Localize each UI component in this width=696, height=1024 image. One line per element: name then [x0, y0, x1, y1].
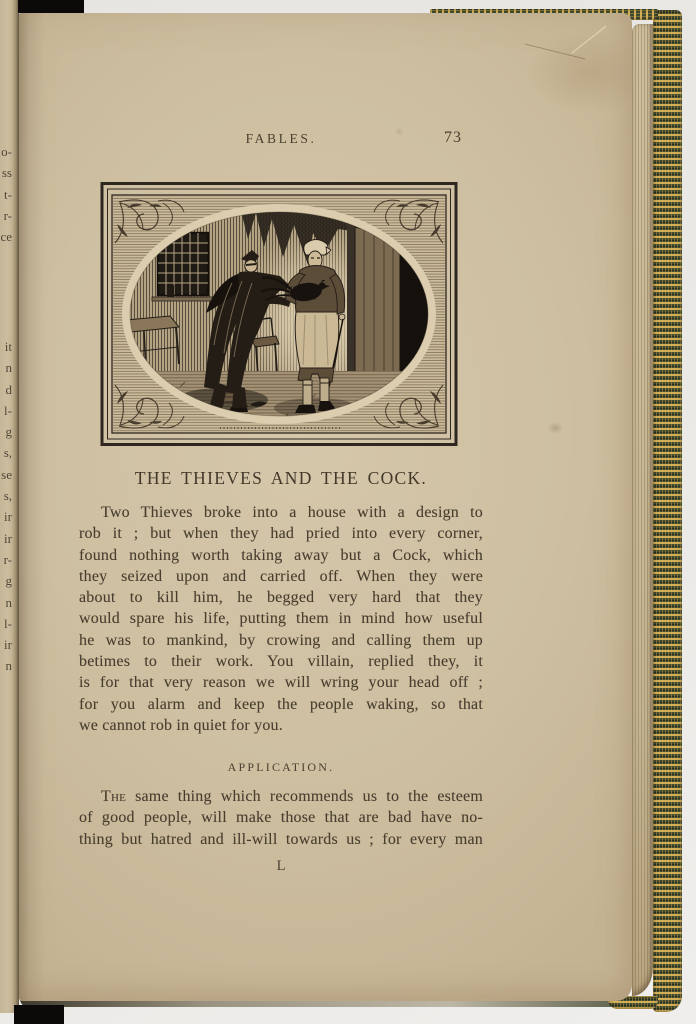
page-fragment: g: [5, 424, 12, 440]
body-line: of good people, will make those that are bad have no-: [79, 809, 483, 827]
page-fragment: l-: [4, 402, 12, 418]
body-line: we cannot rob in quiet for you.: [79, 716, 283, 734]
lead-word: The: [101, 788, 127, 805]
page-crease: [571, 26, 606, 54]
body-line: he was to mankind, by crowing and calling them up: [79, 631, 483, 649]
page-fragment: g: [5, 573, 12, 589]
body-line: about to kill him, he begged very hard that they: [79, 589, 483, 607]
left-page-text-fragments-lower: [0, 336, 14, 677]
page-fragment: d: [5, 381, 12, 397]
page-fragment: n: [5, 360, 12, 376]
page-fragment: ss: [1, 165, 12, 181]
line-rest: same thing which recommends us to the esteem: [126, 788, 483, 805]
book-page: [19, 13, 632, 1001]
page-fragment: se: [1, 466, 12, 482]
page-fragment: n: [5, 658, 12, 674]
page-fragment: r-: [3, 207, 12, 223]
fable-title: THE THIEVES AND THE COCK.: [134, 468, 428, 488]
black-tab-top-left: [18, 0, 84, 13]
page-fragment: t-: [4, 186, 12, 202]
running-title: FABLES.: [245, 131, 317, 146]
page-fragment: ir: [4, 530, 12, 546]
body-line: they seized upon and carried off. When they were: [79, 567, 483, 585]
cover-gilt-edge-right: [653, 10, 682, 1012]
body-line: would spare his life, putting them in mind how useful: [79, 610, 483, 628]
body-line: [79, 786, 483, 807]
page-fragment: r-: [3, 551, 12, 567]
left-page-text-fragments-upper: [0, 141, 14, 247]
thieves-and-cock-engraving: [100, 181, 458, 451]
application-lines: [79, 807, 483, 850]
page-fragment: s,: [3, 488, 12, 504]
fore-edge-page-stack: [632, 24, 653, 996]
signature-mark: L: [276, 858, 286, 874]
page-number: 73: [444, 129, 462, 146]
body-line: Two Thieves broke into a house with a design to: [101, 504, 483, 521]
fable-body: [79, 502, 483, 736]
body-line: found nothing worth taking away but a Cock, which: [79, 546, 483, 564]
page-fragment: it: [4, 339, 12, 354]
page-crease: [525, 44, 585, 60]
page-fragment: o-: [1, 144, 12, 159]
page-fragment: n: [5, 594, 12, 610]
body-line: for you alarm and keep the people waking, so that: [79, 695, 483, 713]
black-tab-bottom-left: [14, 1005, 64, 1024]
fable-plate: [100, 181, 458, 451]
application-heading: APPLICATION.: [227, 760, 335, 774]
left-page-edge: [0, 0, 19, 1013]
body-line: rob it ; but when they had pried into every corner,: [79, 525, 483, 543]
page-fragment: ce: [0, 229, 12, 245]
page-fragment: s,: [3, 445, 12, 461]
page-fragment: ir: [4, 509, 12, 525]
body-line: is for that very reason we will wring your head off ;: [79, 674, 483, 692]
body-line: thing but hatred and ill-will towards us ; for every man: [79, 830, 483, 848]
application-body: [79, 786, 483, 850]
page-fragment: ir: [4, 637, 12, 653]
page-fragment: l-: [4, 615, 12, 631]
body-line: betimes to their work. You villain, replied they, it: [79, 653, 483, 671]
